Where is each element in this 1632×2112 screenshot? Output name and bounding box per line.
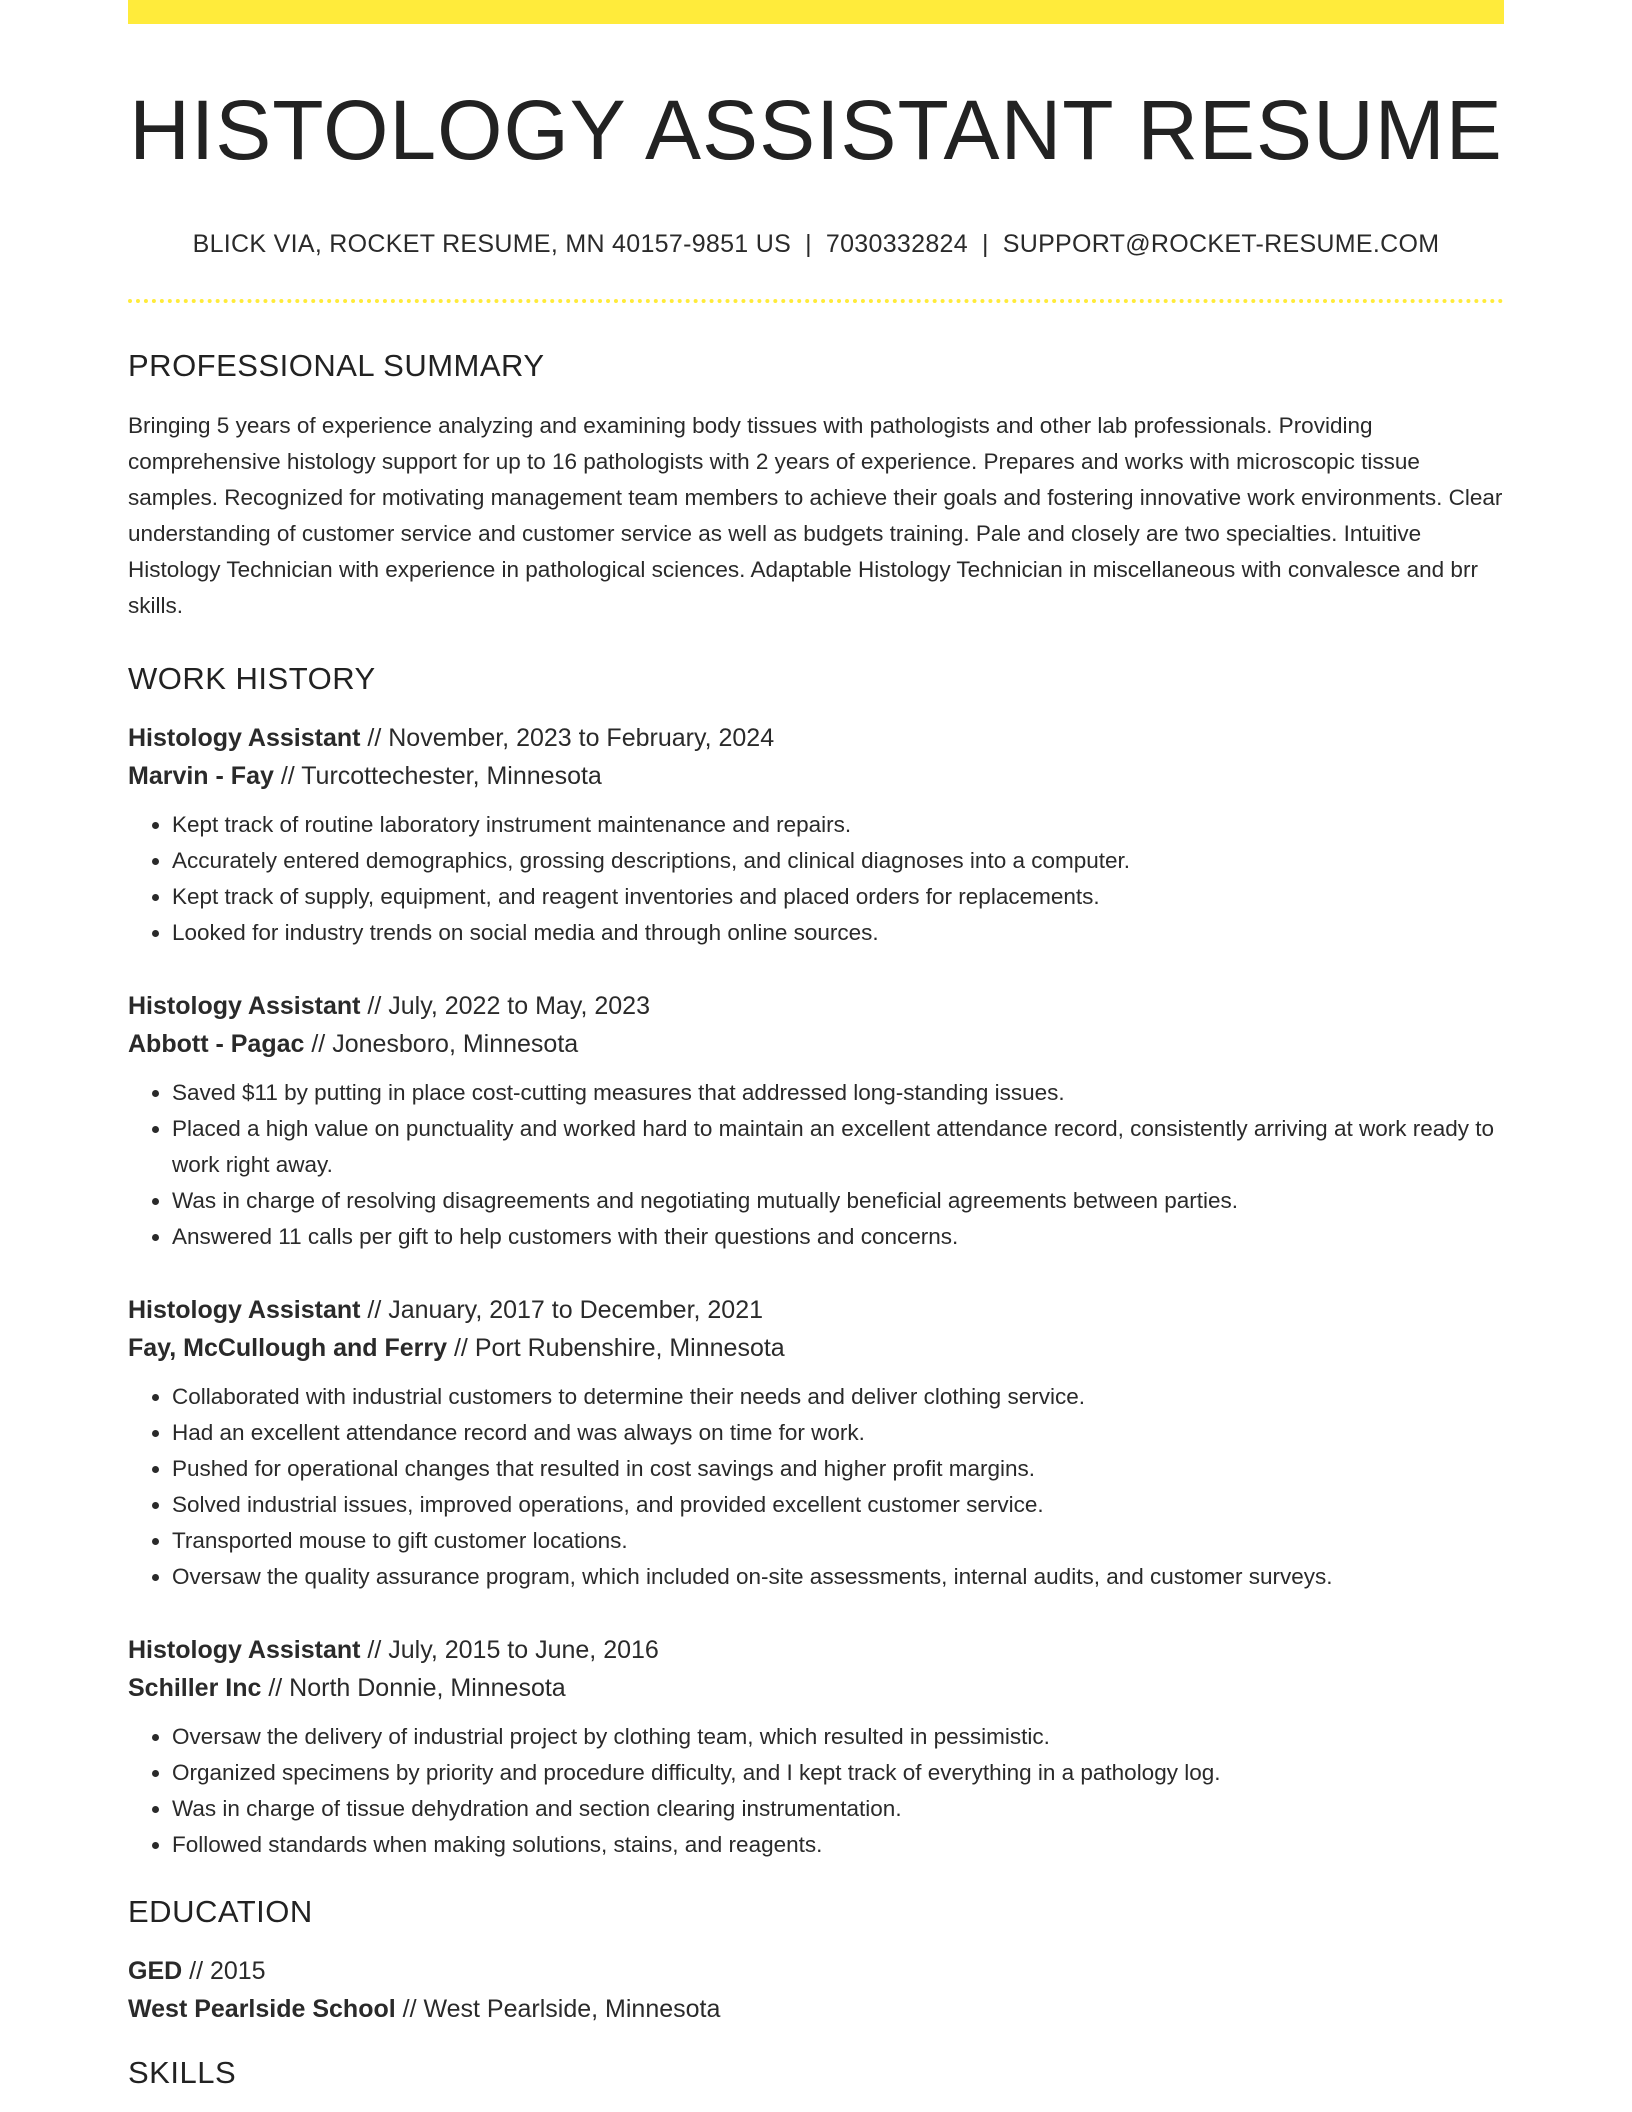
job-bullets (128, 807, 1504, 951)
job-bullets (128, 1379, 1504, 1595)
education-school-line (128, 1990, 1504, 2028)
job-bullet: • Accurately entered demographics, grossing descriptions, and clinical diagnoses into a computer. (172, 843, 1504, 879)
job-company: Fay, McCullough and Ferry (128, 1334, 448, 1363)
job-bullet: • Was in charge of resolving disagreements and negotiating mutually beneficial agreements between parties. (172, 1183, 1504, 1219)
education-school: West Pearlside School (128, 1995, 396, 2024)
job-bullet: • Followed standards when making solutions, stains, and reagents. (172, 1827, 1504, 1863)
job-location: // North Donnie, Minnesota (261, 1674, 566, 1703)
job-location: // Port Rubenshire, Minnesota (447, 1334, 785, 1363)
job-role-line (128, 987, 1504, 1025)
job-entry (128, 987, 1504, 1255)
resume-page (128, 0, 1504, 2092)
job-bullet: • Had an excellent attendance record and was always on time for work. (172, 1415, 1504, 1451)
job-company-line (128, 1669, 1504, 1707)
job-bullet: • Oversaw the quality assurance program, which included on-site assessments, internal audits, and customer surveys. (172, 1559, 1504, 1595)
job-company: Schiller Inc (128, 1674, 262, 1703)
contact-phone: 7030332824 (825, 229, 968, 258)
job-entry (128, 1631, 1504, 1863)
contact-email: SUPPORT@ROCKET-RESUME.COM (1002, 229, 1440, 258)
job-bullet: • Kept track of routine laboratory instrument maintenance and repairs. (172, 807, 1504, 843)
job-bullet: • Placed a high value on punctuality and worked hard to maintain an excellent attendance record, consistently arriving at work ready to work right away. (172, 1111, 1504, 1183)
job-bullet: • Looked for industry trends on social media and through online sources. (172, 915, 1504, 951)
job-bullet: • Was in charge of tissue dehydration and section clearing instrumentation. (172, 1791, 1504, 1827)
contact-address: BLICK VIA, ROCKET RESUME, MN 40157-9851 US (192, 229, 792, 258)
resume-title: HISTOLOGY ASSISTANT RESUME (129, 83, 1503, 177)
job-role-line (128, 719, 1504, 757)
job-company: Marvin - Fay (128, 762, 274, 791)
job-company-line (128, 1329, 1504, 1367)
education-degree: GED (128, 1957, 183, 1986)
job-role: Histology Assistant (128, 724, 361, 753)
job-dates: // November, 2023 to February, 2024 (360, 724, 775, 753)
contact-separator: | (805, 229, 812, 258)
job-dates: // July, 2015 to June, 2016 (360, 1636, 659, 1665)
top-accent-bar (128, 0, 1504, 24)
job-dates: // January, 2017 to December, 2021 (360, 1296, 764, 1325)
section-title-education: EDUCATION (128, 1894, 313, 1930)
job-bullet: • Answered 11 calls per gift to help customers with their questions and concerns. (172, 1219, 1504, 1255)
job-bullet: • Pushed for operational changes that resulted in cost savings and higher profit margins. (172, 1451, 1504, 1487)
dotted-divider (128, 299, 1504, 303)
education-degree-line (128, 1952, 1504, 1990)
contact-line (128, 229, 1504, 259)
contact-separator: | (981, 229, 989, 258)
section-title-skills: SKILLS (128, 2055, 237, 2091)
job-bullet: • Kept track of supply, equipment, and reagent inventories and placed orders for replacements. (172, 879, 1504, 915)
job-bullet: • Collaborated with industrial customers to determine their needs and deliver clothing service. (172, 1379, 1504, 1415)
job-company-line (128, 1025, 1504, 1063)
job-role: Histology Assistant (128, 1296, 361, 1325)
job-role: Histology Assistant (128, 992, 361, 1021)
job-entry (128, 719, 1504, 951)
job-bullets (128, 1719, 1504, 1863)
education-year: // 2015 (182, 1957, 266, 1986)
job-role: Histology Assistant (128, 1636, 361, 1665)
job-bullet: • Organized specimens by priority and procedure difficulty, and I kept track of everything in a pathology log. (172, 1755, 1504, 1791)
job-location: // Turcottechester, Minnesota (273, 762, 602, 791)
section-title-summary: PROFESSIONAL SUMMARY (128, 347, 545, 383)
job-company: Abbott - Pagac (128, 1030, 305, 1059)
job-bullet: • Oversaw the delivery of industrial project by clothing team, which resulted in pessimistic. (172, 1719, 1504, 1755)
job-entry (128, 1291, 1504, 1595)
education-location: // West Pearlside, Minnesota (395, 1995, 721, 2024)
job-role-line (128, 1291, 1504, 1329)
job-bullets (128, 1075, 1504, 1255)
job-location: // Jonesboro, Minnesota (304, 1030, 579, 1059)
job-dates: // July, 2022 to May, 2023 (360, 992, 650, 1021)
summary-paragraph: Bringing 5 years of experience analyzing and examining body tissues with pathologists and other lab professionals. Providing comprehensive histology support for up to 16 pathologists with 2 years of experience. Prepares and works with microscopic tissue samples. Recognized for motivating management team members to achieve their goals and fostering innovative work environments. Clear understanding of customer service and customer service as well as budgets training. Pale and closely are two specialties. Intuitive Histology Technician with experience in pathological sciences. Adaptable Histology Technician in miscellaneous with convalesce and brr skills. (128, 412, 1503, 618)
job-bullet: • Solved industrial issues, improved operations, and provided excellent customer service. (172, 1487, 1504, 1523)
section-title-work-history: WORK HISTORY (128, 660, 376, 696)
job-role-line (128, 1631, 1504, 1669)
job-bullet: • Transported mouse to gift customer locations. (172, 1523, 1504, 1559)
job-company-line (128, 757, 1504, 795)
job-bullet: • Saved $11 by putting in place cost-cutting measures that addressed long-standing issues. (172, 1075, 1504, 1111)
